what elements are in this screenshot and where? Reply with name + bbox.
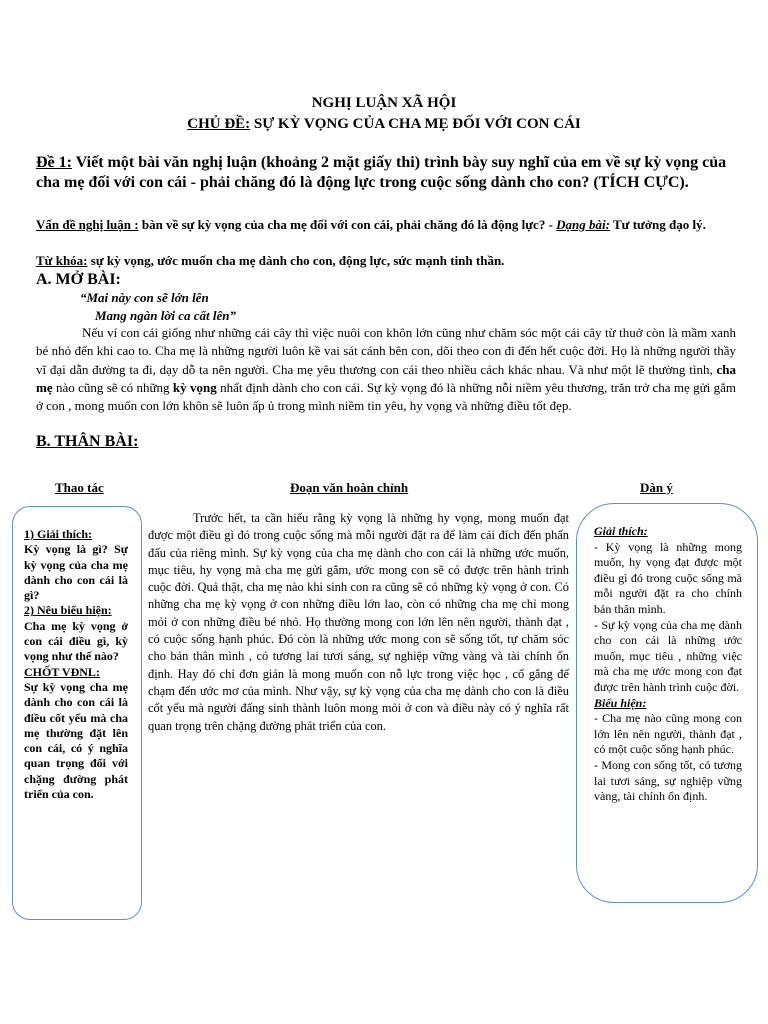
document-title: NGHỊ LUẬN XÃ HỘI: [311, 95, 457, 111]
topic-text: SỰ KỲ VỌNG CỦA CHA MẸ ĐỐI VỚI CON CÁI: [250, 116, 581, 132]
topic-heading: [0, 116, 768, 133]
quote-line-1: “Mai này con sẽ lớn lên: [80, 290, 209, 305]
type-label: Dạng bài:: [556, 217, 610, 232]
issue-line: [36, 216, 736, 233]
intro-text-3: nhất định dành cho con cái. Sự kỳ vọng đó là những nỗi niềm yêu thương, trăn trở cha mẹ gửi gắm ở con , mong muốn con lớn khôn sẽ luôn ấp ủ trong mình niềm tin yêu, hy vọng và những điều tốt đẹp.: [36, 379, 736, 414]
complete-paragraph: Trước hết, ta cần hiểu rằng kỳ vọng là những hy vọng, mong muốn đạt được một điều gì đó trong cuộc sống mà mỗi người đặt ra để làm cái đích đến phấn đấu của riêng mình. Sự kỳ vọng của cha mẹ dành cho con cái là những ước muốn, mục tiêu, hy vọng mà cha mẹ gửi gắm, ước mong con sẽ có được trên hành trình cuộc đời. Quả thật, cha mẹ nào khi sinh con ra cũng sẽ có những kỳ vọng ở con. Có những cha mẹ kỳ vọng ở con những điều lớn lao, còn có những cha mẹ chỉ mong mỏi ở con những điều bé nhỏ. Họ thường mong con lớn lên nên người, thành đạt , có cuộc sống hạnh phúc. Đó còn là những ước mong con sẽ sống tốt, tự chăm sóc cho bản thân mình , có tương lai tươi sáng, sự nghiệp vững vàng và tài chính ổn định. Hay đó chỉ đơn giản là mong muốn con nỗ lực trong việc học , cố gắng để chạm đến ước mơ của mình. Như vậy, sự kỳ vọng của cha mẹ dành cho con là điều cốt yếu mà người đấng sinh thành luôn mong mỏi ở con và điều này có ý nghĩa rất quan trọng trên chặng đường phát triển của con.: [148, 511, 569, 733]
section-a-heading: A. MỞ BÀI:: [36, 271, 121, 288]
operations-list: [24, 527, 128, 802]
intro-text-1: Nếu ví con cái giống như những cái cây thì việc nuôi con khôn lớn cũng như chăm sóc một cái cây từ thuở còn là mầm xanh bé nhỏ đến khi cao to. Cha mẹ là những người luôn kề vai sát cánh bên con, dõi theo con đi đến hết cuộc đời. Họ là những người thầy vĩ đại dẫn đường ta đi, dạy dỗ ta nên người. Cha mẹ yêu thương con cái theo nhiều cách khác nhau. Và như một lẽ thường tình,: [36, 325, 736, 377]
intro-text-2: nào cũng sẽ có những: [52, 379, 173, 395]
outline-list: [594, 524, 742, 805]
outline-manifest-heading: Biểu hiện:: [594, 695, 647, 710]
keywords-label: Từ khóa:: [36, 253, 88, 268]
intro-bold-1: cha mẹ: [36, 361, 736, 395]
operation-explain-label: 1) Giải thích:: [24, 527, 92, 541]
type-text: Tư tưởng đạo lý.: [609, 217, 706, 232]
operation-conclude-text: Sự kỳ vọng cha mẹ dành cho con cái là điều cốt yếu mà cha mẹ thường đặt lên con cái, có ý nghĩa quan trọng đối với chặng đường phát triển của con.: [24, 679, 128, 802]
operation-conclude-label: CHỐT VĐNL:: [24, 664, 100, 679]
operation-manifest-text: Cha mẹ kỳ vọng ở con cái điều gì, kỳ vọng như thế nào?: [24, 618, 128, 664]
keywords-line: [36, 252, 736, 269]
outline-manifest-point-1: - Cha mẹ nào cũng mong con lớn lên nên người, thành đạt , có một cuộc sống hạnh phúc.: [594, 711, 742, 757]
quote-line-2: Mang ngàn lời ca cất lên”: [95, 308, 236, 323]
intro-paragraph: [36, 324, 736, 415]
section-b-heading: B. THÂN BÀI:: [36, 433, 139, 450]
outline-explain-point-2: - Sự kỳ vọng của cha mẹ dành cho con cái là những ước muốn, mục tiêu , những việc mà cha mẹ ước mong con đạt được trên hành trình cuộc đời.: [594, 617, 742, 694]
topic-label: CHỦ ĐỀ:: [187, 116, 251, 132]
intro-bold-2: kỳ vọng: [172, 379, 217, 395]
outline-explain-point-1: - Kỳ vọng là những mong muốn, hy vọng đạt được một điều gì đó trong cuộc sống mà mỗi người đặt ra cho chính bản thân mình.: [594, 539, 742, 616]
issue-text: bàn về sự kỳ vọng của cha mẹ đối với con cái, phải chăng đó là động lực? -: [138, 217, 557, 232]
prompt-text: Viết một bài văn nghị luận (khoảng 2 mặt giấy thi) trình bày suy nghĩ của em về sự kỳ vọng của cha mẹ đối với con cái - phải chăng đó là động lực trong cuộc sống dành cho con? (TÍCH CỰC).: [36, 154, 727, 191]
column-header-paragraph: Đoạn văn hoàn chỉnh: [290, 480, 409, 495]
operation-explain-text: Kỳ vọng là gì? Sự kỳ vọng của cha mẹ dành cho con cái là gì?: [24, 542, 128, 603]
issue-label: Vấn đề nghị luận :: [36, 217, 139, 232]
column-header-outline: Dàn ý: [640, 480, 673, 495]
keywords-text: sự kỳ vọng, ước muốn cha mẹ dành cho con, động lực, sức mạnh tinh thần.: [87, 253, 505, 268]
column-header-operations: Thao tác: [55, 480, 104, 495]
outline-manifest-point-2: - Mong con sống tốt, có tương lai tươi sáng, sự nghiệp vững vàng, tài chính ổn định.: [594, 757, 742, 804]
prompt-label: Đề 1:: [36, 154, 72, 171]
operation-manifest-label: 2) Nêu biểu hiện:: [24, 603, 112, 618]
essay-prompt: [36, 153, 736, 193]
outline-explain-heading: Giải thích:: [594, 524, 648, 538]
